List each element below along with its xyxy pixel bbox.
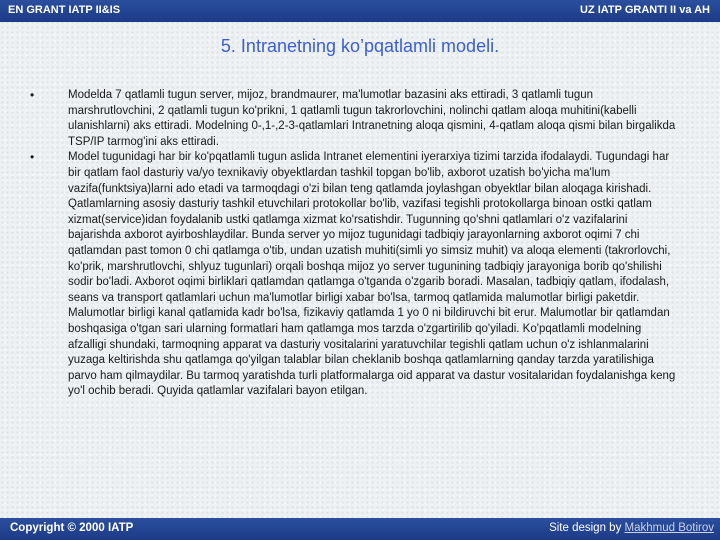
bullet-icon: • — [30, 88, 35, 102]
bullet-text: Modelda 7 qatlamli tugun server, mijoz, brandmaurer, ma'lumotlar bazasini aks ettiradi, 3 qatlamli tugun marshrutlovchini, 2 qatlamli tugun ko'prikni, 1 qatlamli tugun takrorlovchini, nolinchi qatlam aloqa muhitini(kabelli ulanishlarni) aks ettiradi. Modelning 0-,1-,2-3-qatlamlari Intranetning aloqa qismini, 4-qatlam aloqa qismi bilan birgalikda TSP/IP tarmog'ini aks ettiradi. — [68, 89, 676, 148]
copyright-text: Copyright © 2000 IATP — [10, 522, 134, 534]
slide-title: 5. Intranetning ko’pqatlamli modeli. — [220, 36, 500, 56]
design-credit — [549, 522, 714, 534]
designer-link[interactable]: Makhmud Botirov — [624, 522, 714, 534]
bullet-text: Model tugunidagi har bir ko'pqatlamli tugun aslida Intranet elementini iyerarxiya tizimi tarzida ifodalaydi. Tugundagi har bir qatlam faol dasturiy va/yo texnikaviy obyektlardan tashkil topgan bo'lib, axborot uzatish bo'yicha ma'lum vazifa(funktsiya)larni ado etadi va tarmoqdagi o'zi bilan teng qatlamda joylashgan obyektlar bilan aloqaga kirishadi. Qatlamlarning asosiy dasturiy tashkil etuvchilari protokollar bo'lib, vazifasi tegishli protokollarga binoan ostki qatlam xizmat(service)idan foydalanib ustki qatlamga xizmat ko'rsatishdir. Tugunning qo'shni qatlamlari o'z vazifalarini bajarishda axborot ayirboshlaydilar. Bunda server yo mijoz tugunidagi tadbiqiy jarayonlarning axborot oqimi 7 chi qatlamdan past tomon 0 chi qatlamga o'tib, undan uzatish muhiti(simli yo simsiz muhit) va aloqa elementi (takrorlovchi, ko'prik, marshrutlovchi, shlyuz tugunlari) orqali boshqa mijoz yo server tugunining tadbiqiy jarayoniga borib qo'shilishi sodir bo'ladi. Axborot oqimi birliklari qatlamdan qatlamga o'tganda o'zgarib boradi. Masalan, tadbiqiy qatlam, ifodalash, seans va transport qatlamlari uchun ma'lumotlar birligi xabar bo'lsa, tarmoq qatlamida malumotlar birligi paketdir. Malumotlar birligi kanal qatlamida kadr bo'lsa, fizikaviy qatlamda 1 yo 0 ni bildiruvchi bit erur. Malumotlar bir qatlamdan boshqasiga o'tgan sari ularning formatlari ham qatlamga mos tarzda o'zgartirilib qo'yiladi. Ko'pqatlamli modelning afzalligi shundaki, tarmoqning apparat va dasturiy vositalarini yaratuvchilar tegishli qatlam uchun o'z ishlanmalarini yuzaga keltirishda shu qatlamga qo'yilgan talablar bilan cheklanib boshqa qatlamlarning qanday tarzda yaratilishiga parvo ham qilmaydilar. Bu tarmoq yaratishda turli platformalarga oid apparat va dastur vositalaridan foydalanishga keng yo'l ochib beradi. Quyida qatlamlar vazifalari bayon etilgan. — [68, 151, 676, 398]
bullet-list — [30, 88, 680, 400]
header-bar — [0, 0, 720, 22]
bullet-item — [30, 150, 680, 400]
bullet-icon: • — [30, 150, 35, 165]
credit-prefix: Site design by — [549, 522, 625, 534]
header-right-text: UZ IATP GRANTI II va AH — [580, 4, 710, 16]
footer-bar — [0, 518, 720, 540]
bullet-item — [30, 88, 680, 150]
header-left-text: EN GRANT IATP II&IS — [8, 4, 121, 16]
